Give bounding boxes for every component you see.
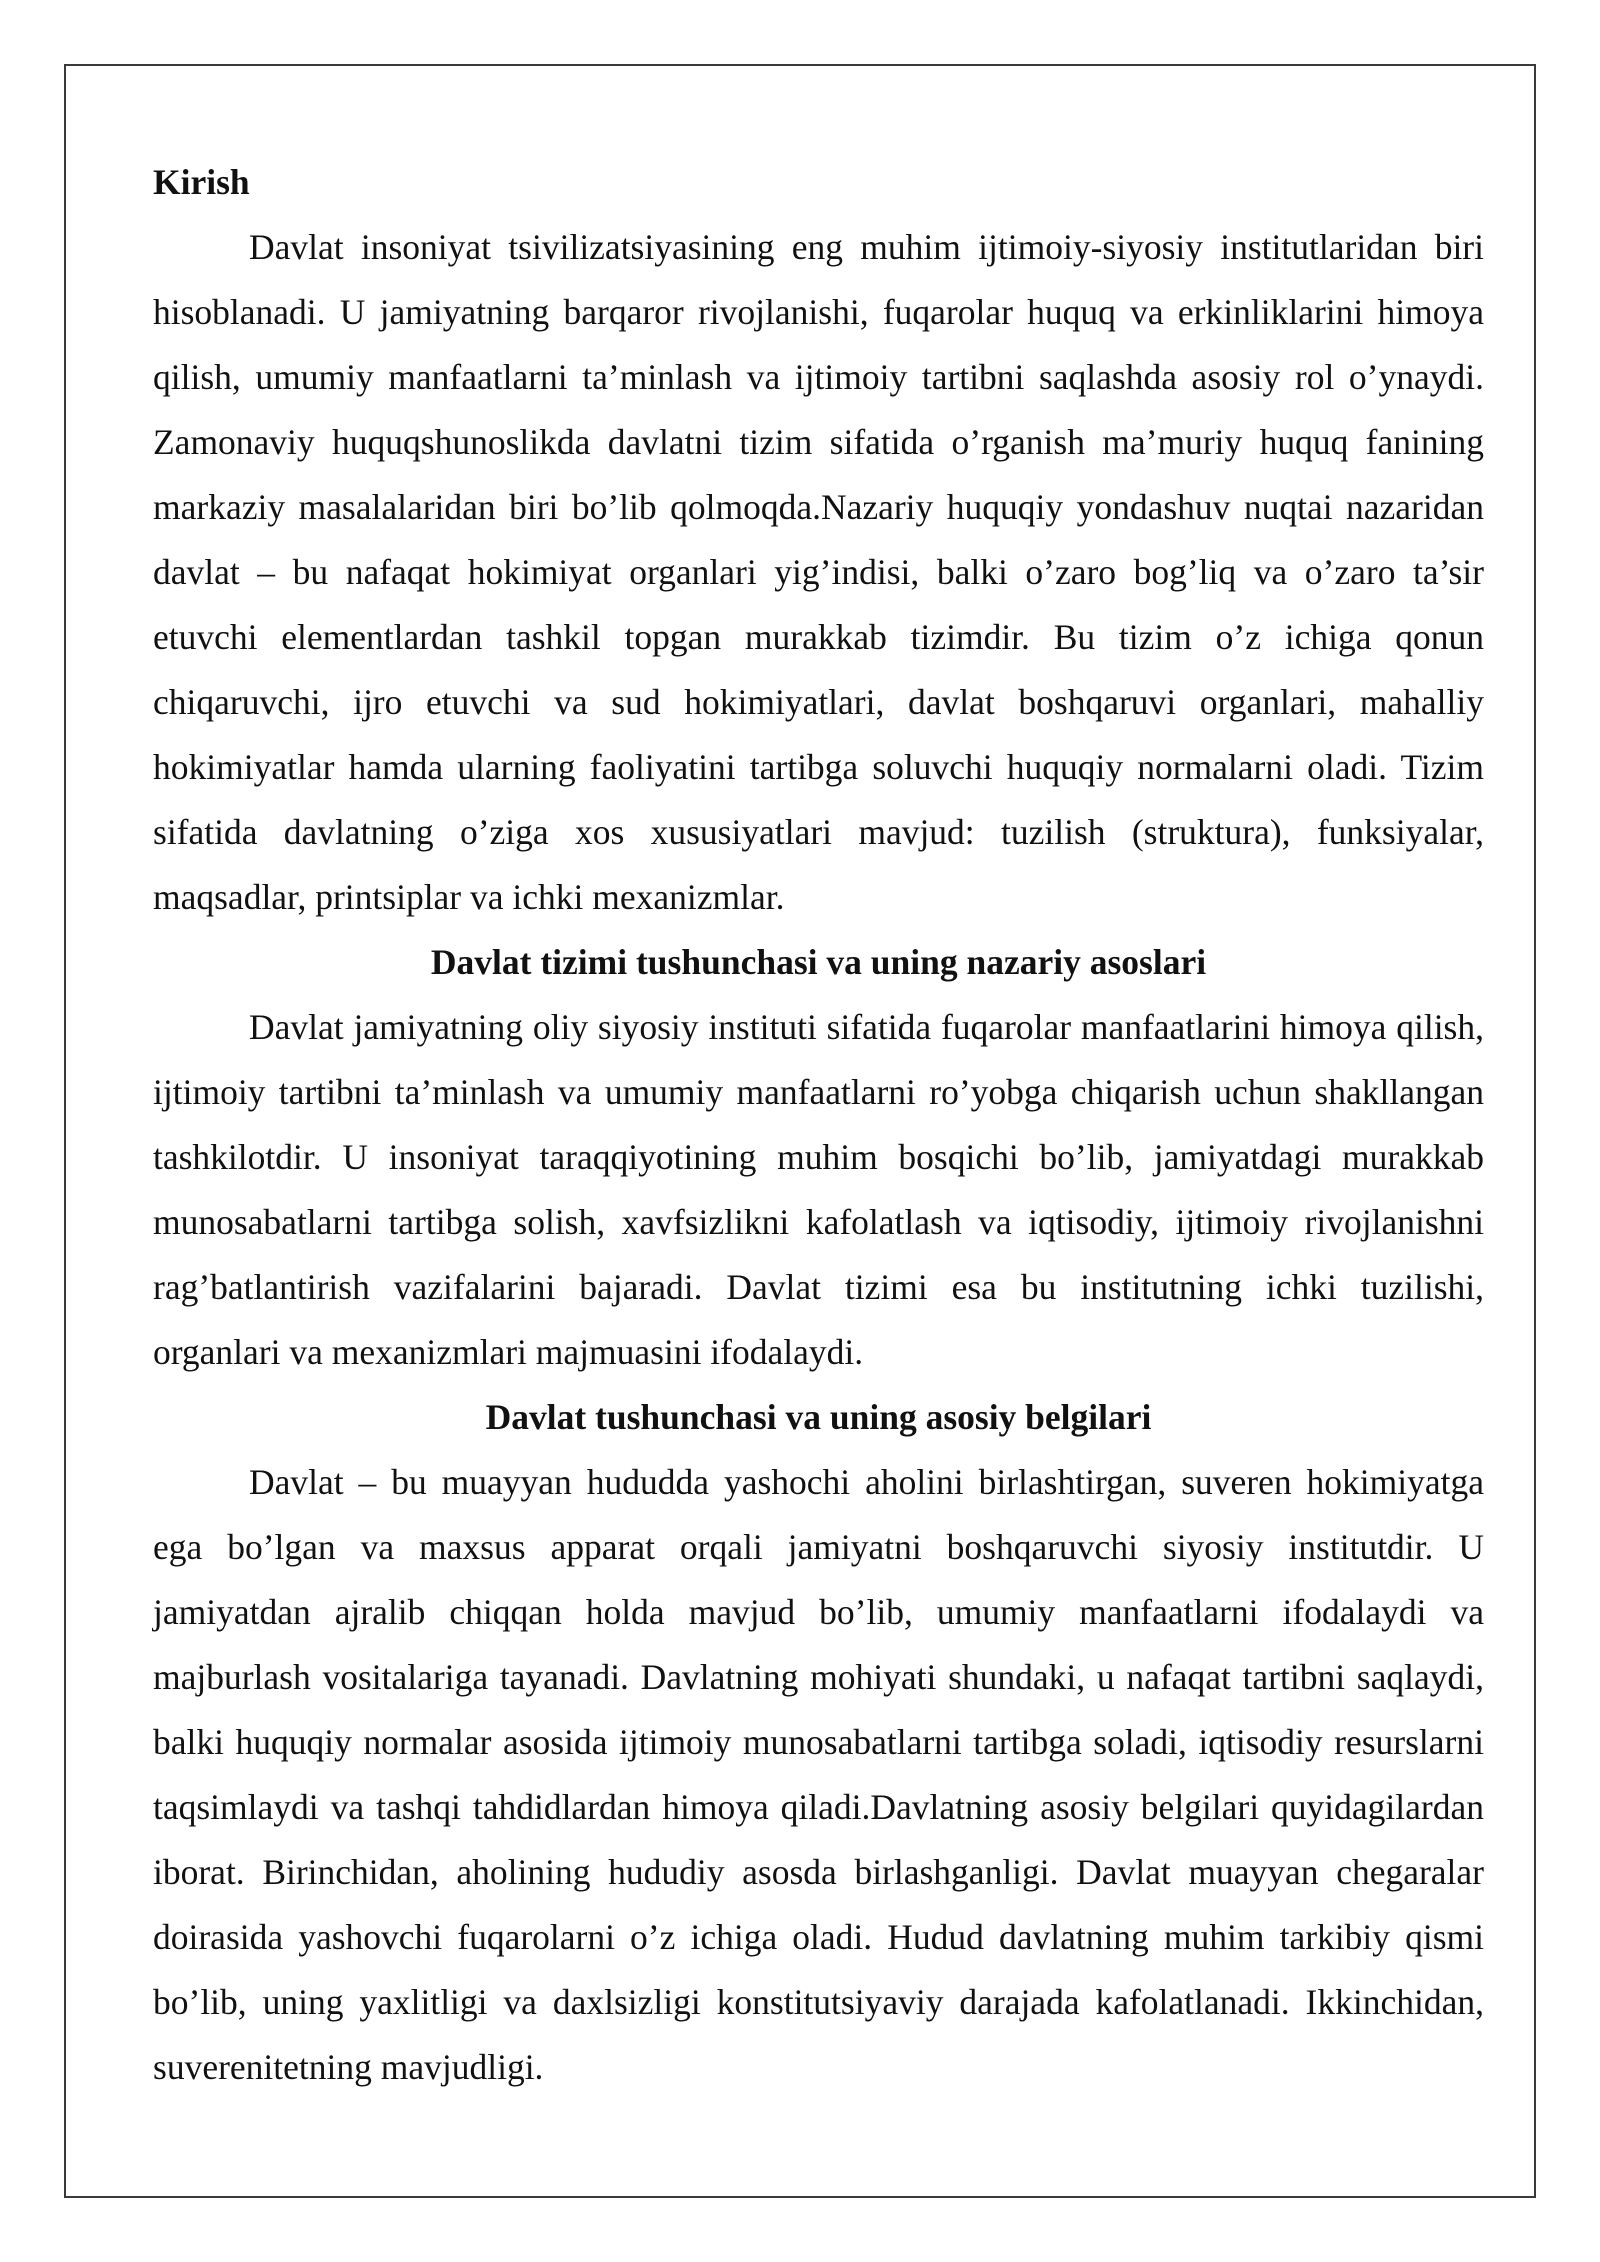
section-paragraph-state-concept: Davlat – bu muayyan hududda yashochi aholini birlashtirgan, suveren hokimiyatga ega bo’lgan va maxsus apparat orqali jamiyatni boshqaruvchi siyosiy institutdir. U jamiyatdan ajralib chiqqan holda mavjud bo’lib, umumiy manfaatlarni ifodalaydi va majburlash vositalariga tayanadi. Davlatning mohiyati shundaki, u nafaqat tartibni saqlaydi, balki huquqiy normalar asosida ijtimoiy munosabatlarni tartibga soladi, iqtisodiy resurslarni taqsimlaydi va tashqi tahdidlardan himoya qiladi.Davlatning asosiy belgilari quyidagilardan iborat. Birinchidan, aholining hududiy asosda birlashganligi. Davlat muayyan chegaralar doirasida yashovchi fuqarolarni o’z ichiga oladi. Hudud davlatning muhim tarkibiy qismi bo’lib, uning yaxlitligi va daxlsizligi konstitutsiyaviy darajada kafolatlanadi. Ikkinchidan, suverenitetning mavjudligi. xyxy=(153,1462,1484,2087)
section-paragraph-state-system: Davlat jamiyatning oliy siyosiy instituti sifatida fuqarolar manfaatlarini himoya qilish, ijtimoiy tartibni ta’minlash va umumiy manfaatlarni ro’yobga chiqarish uchun shakllangan tashkilotdir. U insoniyat taraqqiyotining muhim bosqichi bo’lib, jamiyatdagi murakkab munosabatlarni tartibga solish, xavfsizlikni kafolatlash va iqtisodiy, ijtimoiy rivojlanishni rag’batlantirish vazifalarini bajaradi. Davlat tizimi esa bu institutning ichki tuzilishi, organlari va mexanizmlari majmuasini ifodalaydi. xyxy=(153,1007,1484,1372)
section-heading-state-system: Davlat tizimi tushunchasi va uning nazariy asoslari xyxy=(430,942,1207,982)
document-body xyxy=(153,150,1484,2100)
intro-paragraph: Davlat insoniyat tsivilizatsiyasining eng muhim ijtimoiy-siyosiy institutlaridan biri hisoblanadi. U jamiyatning barqaror rivojlanishi, fuqarolar huquq va erkinliklarini himoya qilish, umumiy manfaatlarni ta’minlash va ijtimoiy tartibni saqlashda asosiy rol o’ynaydi. Zamonaviy huquqshunoslikda davlatni tizim sifatida o’rganish ma’muriy huquq fanining markaziy masalalaridan biri bo’lib qolmoqda.Nazariy huquqiy yondashuv nuqtai nazaridan davlat – bu nafaqat hokimiyat organlari yig’indisi, balki o’zaro bog’liq va o’zaro ta’sir etuvchi elementlardan tashkil topgan murakkab tizimdir. Bu tizim o’z ichiga qonun chiqaruvchi, ijro etuvchi va sud hokimiyatlari, davlat boshqaruvi organlari, mahalliy hokimiyatlar hamda ularning faoliyatini tartibga soluvchi huquqiy normalarni oladi. Tizim sifatida davlatning o’ziga xos xususiyatlari mavjud: tuzilish (struktura), funksiyalar, maqsadlar, printsiplar va ichki mexanizmlar. xyxy=(153,227,1484,917)
section-heading-state-concept: Davlat tushunchasi va uning asosiy belgilari xyxy=(485,1397,1152,1437)
intro-heading: Kirish xyxy=(153,162,250,202)
